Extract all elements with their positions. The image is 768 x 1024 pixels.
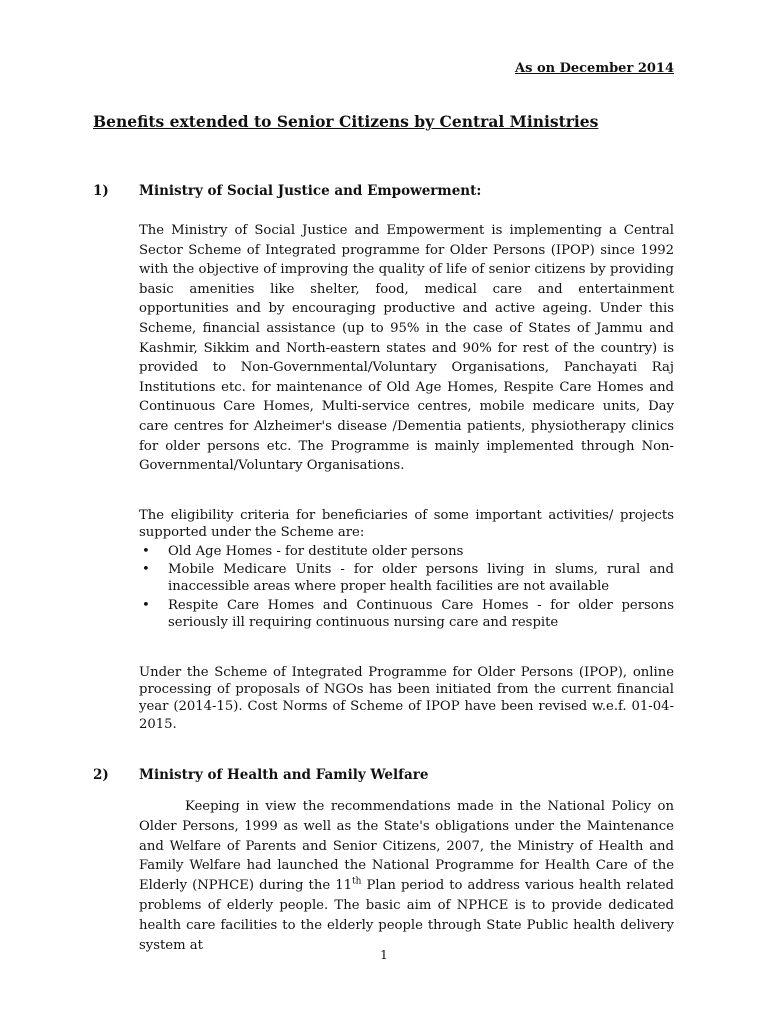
eligibility-list	[139, 543, 674, 632]
document-date: As on December 2014	[515, 61, 674, 76]
section-2-paragraph-1: Keeping in view the recommendations made in the National Policy on Older Persons, 1999 as well as the State's obligations under the Maintenance and Welfare of Parents and Senior Citizens, 2007, the Ministry of Health and Family Welfare had launched the National Programme for Health Care of the Elderly (NPHCE) during the 11th Plan period to address various health related problems of elderly people. The basic aim of NPHCE is to provide dedicated health care facilities to the elderly people through State Public health delivery system at	[139, 799, 674, 953]
list-item: • Mobile Medicare Units - for older persons living in slums, rural and inaccessible areas where proper health facilities are not available	[142, 562, 674, 595]
section-1-paragraph-2: The eligibility criteria for beneficiaries of some important activities/ projects supported under the Scheme are:	[139, 508, 674, 541]
bullet-icon: •	[142, 544, 150, 559]
bullet-icon: •	[142, 597, 150, 613]
list-item: • Old Age Homes - for destitute older persons	[142, 544, 464, 559]
section-2-number: 2)	[93, 767, 109, 783]
section-1-paragraph-3: Under the Scheme of Integrated Programme for Older Persons (IPOP), online processing of proposals of NGOs has been initiated from the current financial year (2014-15). Cost Norms of Scheme of IPOP have been revised w.e.f. 01-04-2015.	[139, 665, 674, 732]
section-2-title: Ministry of Health and Family Welfare	[139, 767, 429, 783]
section-1-title: Ministry of Social Justice and Empowerment:	[139, 183, 482, 199]
section-2-heading	[93, 767, 428, 783]
section-1-number: 1)	[93, 183, 109, 199]
page-number: 1	[380, 948, 388, 962]
bullet-icon: •	[142, 562, 150, 578]
list-item: • Respite Care Homes and Continuous Care Homes - for older persons seriously ill requiring continuous nursing care and respite	[142, 597, 674, 630]
section-1-heading	[93, 183, 481, 199]
section-1-paragraph-1: The Ministry of Social Justice and Empowerment is implementing a Central Sector Scheme of Integrated programme for Older Persons (IPOP) since 1992 with the objective of improving the quality of life of senior citizens by providing basic amenities like shelter, food, medical care and entertainment opportunities and by encouraging productive and active ageing. Under this Scheme, financial assistance (up to 95% in the case of States of Jammu and Kashmir, Sikkim and North-eastern states and 90% for rest of the country) is provided to Non-Governmental/Voluntary Organisations, Panchayati Raj Institutions etc. for maintenance of Old Age Homes, Respite Care Homes and Continuous Care Homes, Multi-service centres, mobile medicare units, Day care centres for Alzheimer's disease /Dementia patients, physiotherapy clinics for older persons etc. The Programme is mainly implemented through Non-Governmental/Voluntary Organisations.	[139, 223, 674, 474]
document-title: Benefits extended to Senior Citizens by Central Ministries	[93, 112, 599, 131]
